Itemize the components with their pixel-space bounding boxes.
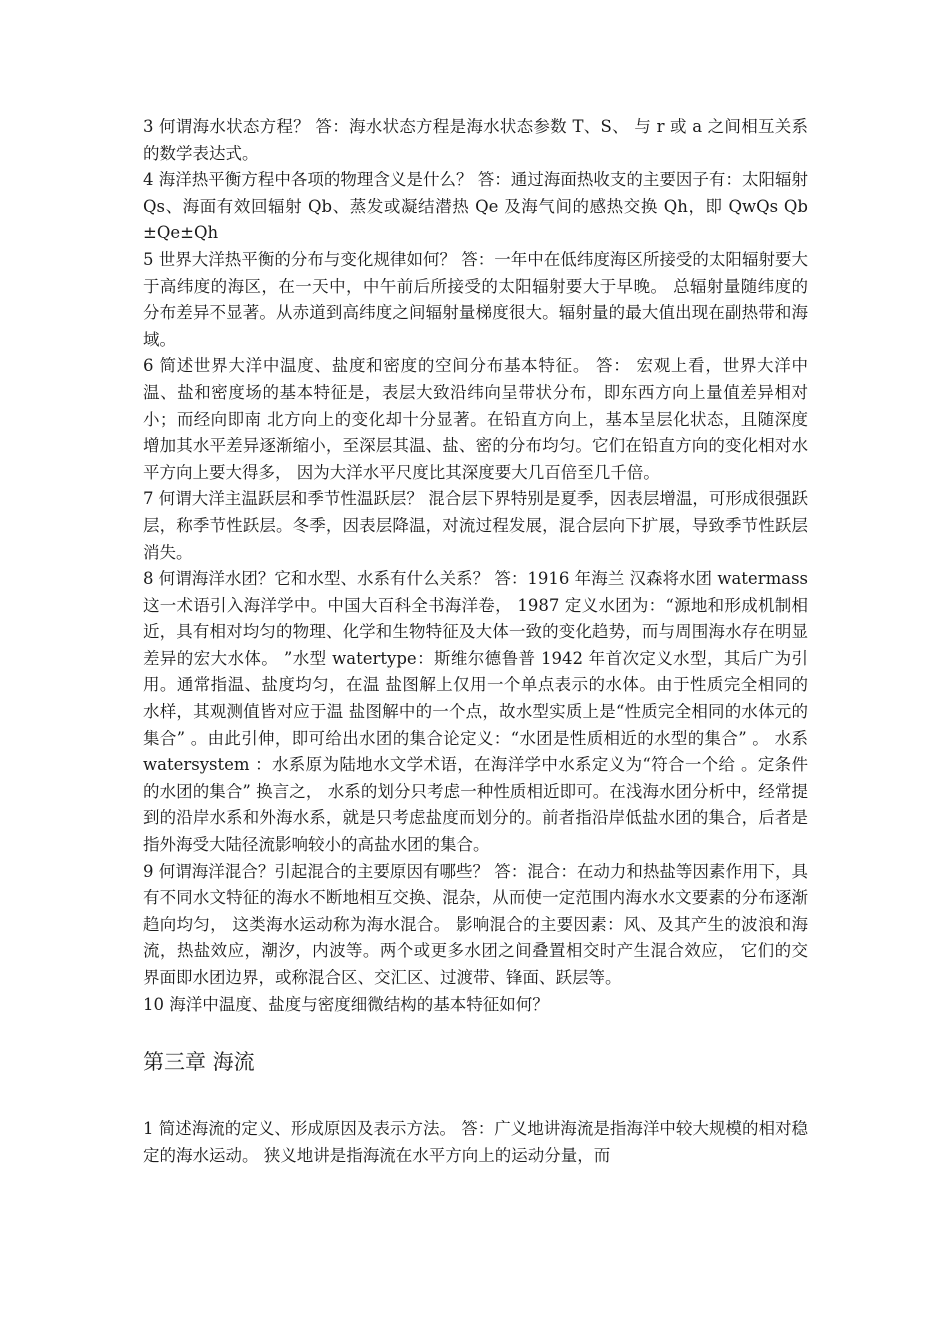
question-8: 8 何谓海洋水团？它和水型、水系有什么关系？ 答：1916 年海兰 汉森将水团 watermass 这一术语引入海洋学中。中国大百科全书海洋卷， 1987 定义水团为：“源地和形成机制相近，具有相对均匀的物理、化学和生物特征及大体一致的变化趋势，而与周围海水存在明显差异的宏大水体。 ”水型 watertype：斯维尔德鲁普 1942 年首次定义水型，其后广为引用。通常指温、盐度均匀，在温 盐图解上仅用一个单点表示的水体。由于性质完全相同的水样，其观测值皆对应于温 盐图解中的一个点，故水型实质上是“性质完全相同的水体元的集合” 。由此引伸，即可给出水团的集合论定义：“水团是性质相近的水型的集合” 。 水系 watersystem ：水系原为陆地水文学术语，在海洋学中水系定义为“符合一个给 。定条件的水团的集合” 换言之， 水系的划分只考虑一种性质相近即可。在浅海水团分析中，经常提到的沿岸水系和外海水系，就是只考虑盐度而划分的。前者指沿岸低盐水团的集合，后者是指外海受大陆径流影响较小的高盐水团的集合。 [143,569,808,855]
question-10: 10 海洋中温度、盐度与密度细微结构的基本特征如何？ [143,994,549,1014]
chapter-3-heading: 第三章 海流 [143,1050,255,1075]
question-6: 6 简述世界大洋中温度、盐度和密度的空间分布基本特征。 答： 宏观上看，世界大洋中温、盐和密度场的基本特征是，表层大致沿纬向呈带状分布，即东西方向上量值差异相对小；而经向即南 北方向上的变化却十分显著。在铅直方向上，基本呈层化状态，且随深度增加其水平差异逐渐缩小，至深层其温、盐、密的分布均匀。它们在铅直方向的变化相对水平方向上要大得多， 因为大洋水平尺度比其深度要大几百倍至几千倍。 [143,356,808,482]
question-7: 7 何谓大洋主温跃层和季节性温跃层？ 混合层下界特别是夏季，因表层增温，可形成很强跃层，称季节性跃层。冬季，因表层降温，对流过程发展，混合层向下扩展，导致季节性跃层消失。 [143,489,808,562]
chapter-3-question-1: 1 简述海流的定义、形成原因及表示方法。 答：广义地讲海流是指海洋中较大规模的相对稳定的海水运动。 狭义地讲是指海流在水平方向上的运动分量，而 [143,1119,808,1165]
question-4: 4 海洋热平衡方程中各项的物理含义是什么？ 答：通过海面热收支的主要因子有：太阳辐射 Qs、海面有效回辐射 Qb、蒸发或凝结潜热 Qe 及海气间的感热交换 Qh，即 QwQs Qb±Qe±Qh [143,170,808,243]
question-5: 5 世界大洋热平衡的分布与变化规律如何？ 答：一年中在低纬度海区所接受的太阳辐射要大于高纬度的海区，在一天中，中午前后所接受的太阳辐射要大于早晚。 总辐射量随纬度的分布差异不显著。从赤道到高纬度之间辐射量梯度很大。辐射量的最大值出现在副热带和海域。 [143,249,808,349]
document-body [143,114,808,1169]
question-3: 3 何谓海水状态方程？ 答：海水状态方程是海水状态参数 T、S、 与 r 或 a 之间相互关系的数学表达式。 [143,117,808,163]
question-9: 9 何谓海洋混合？引起混合的主要原因有哪些？ 答：混合：在动力和热盐等因素作用下，具有不同水文特征的海水不断地相互交换、混杂，从而使一定范围内海水水文要素的分布逐渐趋向均匀， 这类海水运动称为海水混合。 影响混合的主要因素：风、及其产生的波浪和海流，热盐效应，潮汐，内波等。两个或更多水团之间叠置相交时产生混合效应， 它们的交界面即水团边界，或称混合区、交汇区、过渡带、锋面、跃层等。 [143,861,808,987]
